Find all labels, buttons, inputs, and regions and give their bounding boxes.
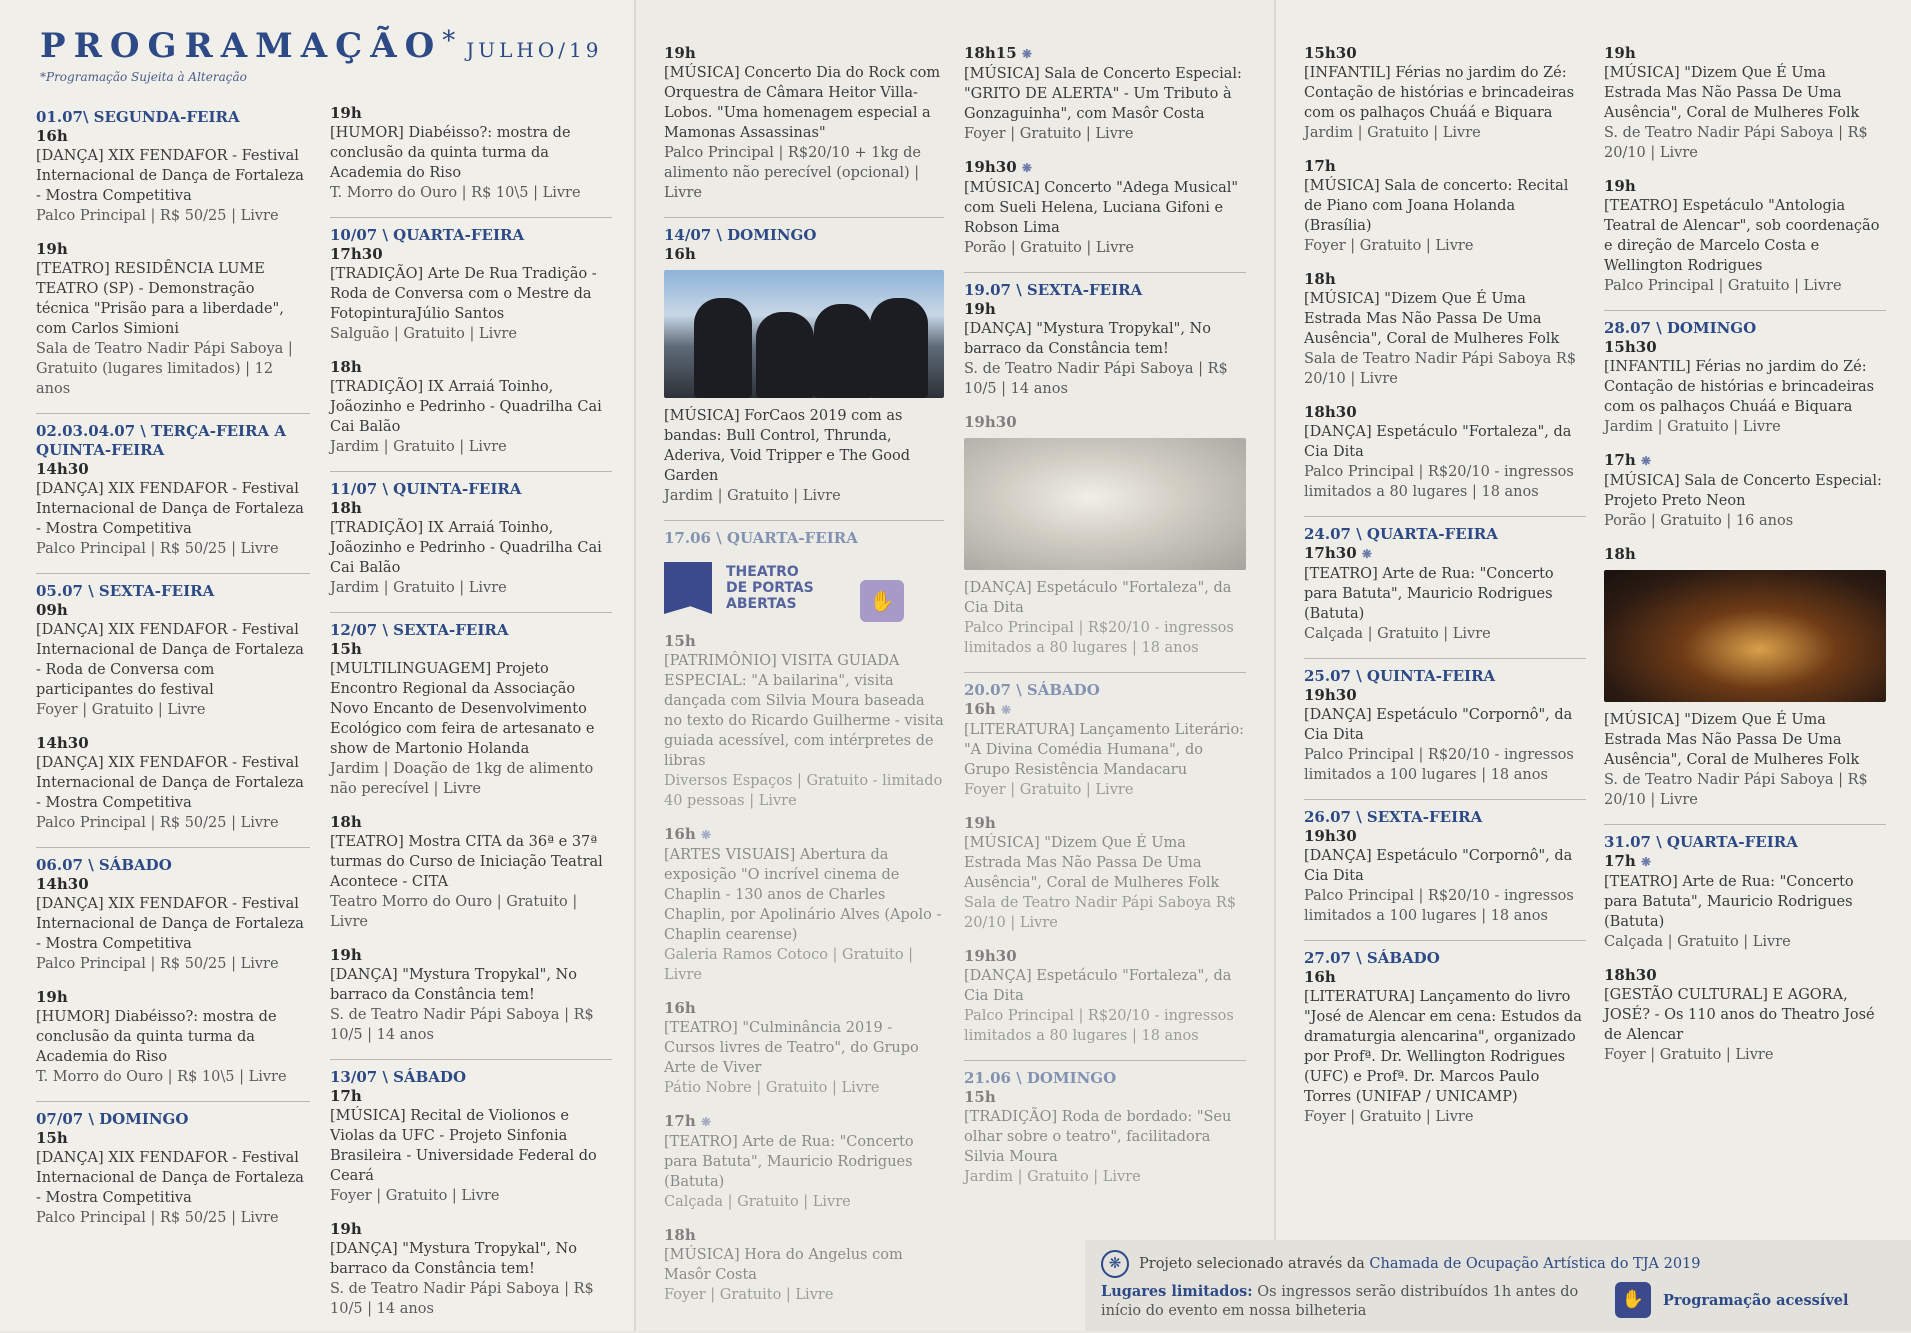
event-description: [DANÇA] XIX FENDAFOR - Festival Internacional de Dança de Fortaleza - Mostra Competitiva xyxy=(36,481,304,537)
event-description: [TRADIÇÃO] Arte De Rua Tradição - Roda de Conversa com o Mestre da FotopinturaJúlio Santos xyxy=(330,266,597,322)
event-time xyxy=(664,825,944,845)
divider xyxy=(1604,310,1886,311)
event-item xyxy=(1604,177,1886,296)
event-meta: T. Morro do Ouro | R$ 10\5 | Livre xyxy=(36,1069,287,1085)
event-meta: Porão | Gratuito | Livre xyxy=(964,240,1134,256)
event-item xyxy=(964,681,1246,800)
event-meta: Sala de Teatro Nadir Pápi Saboya | Gratuito (lugares limitados) | 12 anos xyxy=(36,341,293,397)
event-meta: Foyer | Gratuito | Livre xyxy=(664,1287,834,1303)
event-meta: Palco Principal | R$20/10 + 1kg de alimento não perecível (opcional) | Livre xyxy=(664,145,921,201)
person-figure xyxy=(870,298,928,398)
event-time: 18h30 xyxy=(1604,966,1657,984)
event-time: 19h xyxy=(330,1220,362,1238)
event-time: 19h xyxy=(964,814,996,832)
tja-selection-icon: ❋ xyxy=(1021,161,1032,175)
event-item xyxy=(36,988,310,1087)
event-meta: Calçada | Gratuito | Livre xyxy=(664,1194,851,1210)
day-heading: 24.07 \ QUARTA-FEIRA xyxy=(1304,525,1498,543)
event-time-text: 16h xyxy=(664,825,696,843)
event-meta: Palco Principal | R$ 50/25 | Livre xyxy=(36,208,279,224)
column-1 xyxy=(32,102,314,1242)
event-time xyxy=(964,700,1246,720)
person-figure xyxy=(814,304,872,398)
event-item xyxy=(964,413,1246,658)
event-description: [GESTÃO CULTURAL] E AGORA, JOSÉ? - Os 110 anos do Theatro José de Alencar xyxy=(1604,987,1875,1043)
tja-selection-icon: ❋ xyxy=(1021,47,1032,61)
event-time: 16h xyxy=(664,245,696,263)
tja-selection-icon: ❋ xyxy=(701,828,712,842)
event-meta: Palco Principal | R$ 50/25 | Livre xyxy=(36,956,279,972)
event-item xyxy=(964,158,1246,258)
event-item xyxy=(1604,966,1886,1065)
event-item xyxy=(1604,319,1886,437)
event-item xyxy=(36,240,310,399)
event-description: [TEATRO] Mostra CITA da 36ª e 37ª turmas do Curso de Iniciação Teatral Acontece - CITA xyxy=(330,834,603,890)
event-item xyxy=(1604,451,1886,531)
event-time: 19h30 xyxy=(1304,827,1357,845)
event-description: [DANÇA] XIX FENDAFOR - Festival Internacional de Dança de Fortaleza - Mostra Competitiva xyxy=(36,755,304,811)
logo-line: THEATRO xyxy=(726,564,799,580)
event-description: [MÚSICA] "Dizem Que É Uma Estrada Mas Não Passa De Uma Ausência", Coral de Mulheres Folk xyxy=(964,835,1220,891)
event-meta: Calçada | Gratuito | Livre xyxy=(1604,934,1791,950)
event-item xyxy=(1304,808,1586,926)
event-time-text: 16h xyxy=(964,700,996,718)
day-heading: 13/07 \ SÁBADO xyxy=(330,1068,467,1086)
event-description: [MÚSICA] "Dizem Que É Uma Estrada Mas Não Passa De Uma Ausência", Coral de Mulheres Folk xyxy=(1604,712,1860,768)
dancer-photo xyxy=(964,438,1246,570)
event-time: 18h xyxy=(330,813,362,831)
event-description: [TRADIÇÃO] IX Arraiá Toinho, Joãozinho e Pedrinho - Quadrilha Cai Cai Balão xyxy=(330,520,602,576)
divider xyxy=(330,1059,612,1060)
band-photo xyxy=(664,270,944,398)
event-description: [TEATRO] Arte de Rua: "Concerto para Batuta", Mauricio Rodrigues (Batuta) xyxy=(664,1134,914,1190)
event-item xyxy=(964,814,1246,933)
event-time: 18h xyxy=(330,499,362,517)
event-time-text: 17h30 xyxy=(1304,544,1357,562)
event-description: [HUMOR] Diabéisso?: mostra de conclusão da quinta turma da Academia do Riso xyxy=(330,125,571,181)
event-time: 15h xyxy=(330,640,362,658)
event-time: 15h xyxy=(964,1088,996,1106)
event-description: [MÚSICA] Hora do Angelus com Masôr Costa xyxy=(664,1247,903,1283)
column-6 xyxy=(1600,44,1890,1079)
event-time: 15h xyxy=(36,1129,68,1147)
event-item xyxy=(1604,833,1886,952)
divider xyxy=(36,573,310,574)
event-meta: Palco Principal | R$ 50/25 | Livre xyxy=(36,815,279,831)
schedule-note: *Programação Sujeita à Alteração xyxy=(40,70,247,84)
event-time: 19h xyxy=(964,300,996,318)
event-meta: Foyer | Gratuito | Livre xyxy=(1304,238,1474,254)
accessibility-hand-icon: ✋ xyxy=(860,580,904,622)
event-meta: Foyer | Gratuito | Livre xyxy=(1304,1109,1474,1125)
event-meta: Foyer | Gratuito | Livre xyxy=(330,1188,500,1204)
event-meta: Palco Principal | R$20/10 - ingressos limitados a 80 lugares | 18 anos xyxy=(964,620,1234,656)
event-description: [DANÇA] XIX FENDAFOR - Festival Internacional de Dança de Fortaleza - Mostra Competitiva xyxy=(36,896,304,952)
event-item xyxy=(1304,525,1586,644)
event-meta: Jardim | Gratuito | Livre xyxy=(1304,125,1481,141)
page-title xyxy=(40,26,602,66)
event-item xyxy=(330,946,612,1045)
event-time: 19h30 xyxy=(964,947,1017,965)
day-heading: 28.07 \ DOMINGO xyxy=(1604,319,1757,337)
logo-line: ABERTAS xyxy=(726,596,797,612)
limited-seats-note xyxy=(1101,1282,1601,1321)
event-item xyxy=(664,999,944,1098)
event-time: 18h xyxy=(330,358,362,376)
selection-note xyxy=(1101,1250,1701,1278)
event-item xyxy=(330,226,612,344)
column-5 xyxy=(1300,44,1590,1141)
event-item xyxy=(1604,44,1886,163)
event-item xyxy=(36,108,310,226)
event-meta: Diversos Espaços | Gratuito - limitado 40 pessoas | Livre xyxy=(664,773,943,809)
selection-note-highlight: Chamada de Ocupação Artística do TJA 2019 xyxy=(1369,1256,1701,1272)
event-time: 19h30 xyxy=(964,413,1017,431)
event-item xyxy=(964,44,1246,144)
event-description: [MÚSICA] Sala de Concerto Especial: "GRITO DE ALERTA" - Um Tributo à Gonzaguinha", com Masôr Costa xyxy=(964,66,1242,122)
event-item xyxy=(664,632,944,811)
event-description: [TEATRO] Arte de Rua: "Concerto para Batuta", Mauricio Rodrigues (Batuta) xyxy=(1604,874,1854,930)
day-heading: 17.06 \ QUARTA-FEIRA xyxy=(664,529,858,547)
day-heading: 14/07 \ DOMINGO xyxy=(664,226,817,244)
event-item xyxy=(36,856,310,974)
divider xyxy=(1304,658,1586,659)
event-description: [MÚSICA] Recital de Violionos e Violas da UFC - Projeto Sinfonia Brasileira - Universidade Federal do Ceará xyxy=(330,1108,597,1184)
divider xyxy=(1304,516,1586,517)
event-time xyxy=(964,158,1246,178)
event-meta: Foyer | Gratuito | Livre xyxy=(964,782,1134,798)
event-description: [DANÇA] Espetáculo "Fortaleza", da Cia Dita xyxy=(1304,424,1572,460)
event-meta: Palco Principal | R$20/10 - ingressos limitados a 80 lugares | 18 anos xyxy=(1304,464,1574,500)
event-description: [TRADIÇÃO] Roda de bordado: "Seu olhar sobre o teatro", facilitadora Silvia Moura xyxy=(964,1109,1232,1165)
day-heading: 27.07 \ SÁBADO xyxy=(1304,949,1440,967)
divider xyxy=(1304,799,1586,800)
event-meta: Foyer | Gratuito | Livre xyxy=(36,702,206,718)
event-meta: S. de Teatro Nadir Pápi Saboya | R$ 20/10 | Livre xyxy=(1604,772,1868,808)
event-item xyxy=(330,358,612,457)
event-time: 17h xyxy=(1304,157,1336,175)
day-heading: 11/07 \ QUINTA-FEIRA xyxy=(330,480,522,498)
event-time: 15h30 xyxy=(1304,44,1357,62)
event-time: 19h xyxy=(330,104,362,122)
event-description: [LITERATURA] Lançamento Literário: "A Divina Comédia Humana", do Grupo Resistência Mandacaru xyxy=(964,722,1245,778)
event-time: 18h xyxy=(1604,545,1636,563)
footer-notes xyxy=(1085,1240,1911,1331)
event-item xyxy=(1304,157,1586,256)
event-meta: Palco Principal | R$20/10 - ingressos limitados a 80 lugares | 18 anos xyxy=(964,1008,1234,1044)
event-description: [TEATRO] RESIDÊNCIA LUME TEATRO (SP) - Demonstração técnica "Prisão para a liberdade", com Carlos Simioni xyxy=(36,261,284,337)
event-meta: Palco Principal | R$ 50/25 | Livre xyxy=(36,541,279,557)
title-month: JULHO/19 xyxy=(466,38,603,62)
event-time-text: 17h xyxy=(1604,852,1636,870)
event-meta: Jardim | Gratuito | Livre xyxy=(664,488,841,504)
event-time xyxy=(1604,852,1886,872)
event-time xyxy=(1304,544,1586,564)
theatro-logo-icon xyxy=(664,562,712,614)
event-meta: Salguão | Gratuito | Livre xyxy=(330,326,517,342)
event-meta: Teatro Morro do Ouro | Gratuito | Livre xyxy=(330,894,578,930)
event-item xyxy=(330,104,612,203)
day-heading: 01.07\ SEGUNDA-FEIRA xyxy=(36,108,240,126)
event-item xyxy=(664,226,944,506)
title-star: * xyxy=(442,26,456,56)
event-meta: S. de Teatro Nadir Pápi Saboya | R$ 20/10 | Livre xyxy=(1604,125,1868,161)
column-4 xyxy=(960,44,1250,1201)
event-time: 19h xyxy=(36,240,68,258)
event-item xyxy=(36,1110,310,1228)
event-description: [DANÇA] XIX FENDAFOR - Festival Internacional de Dança de Fortaleza - Mostra Competitiva xyxy=(36,148,304,204)
event-meta: S. de Teatro Nadir Pápi Saboya | R$ 10/5 | 14 anos xyxy=(330,1281,594,1317)
event-meta: Palco Principal | R$20/10 - ingressos limitados a 100 lugares | 18 anos xyxy=(1304,888,1574,924)
event-time: 18h xyxy=(1304,270,1336,288)
event-meta: Foyer | Gratuito | Livre xyxy=(1604,1047,1774,1063)
divider xyxy=(36,847,310,848)
event-meta: Foyer | Gratuito | Livre xyxy=(964,126,1134,142)
event-item xyxy=(964,281,1246,399)
logo-text xyxy=(726,564,814,612)
person-figure xyxy=(694,298,752,398)
day-heading: 19.07 \ SEXTA-FEIRA xyxy=(964,281,1143,299)
event-time: 19h xyxy=(1604,177,1636,195)
tja-selection-icon: ❋ xyxy=(701,1115,712,1129)
day-heading: 21.06 \ DOMINGO xyxy=(964,1069,1117,1087)
day-heading: 20.07 \ SÁBADO xyxy=(964,681,1100,699)
tja-selection-icon: ❋ xyxy=(1101,1250,1129,1278)
event-meta: Jardim | Gratuito | Livre xyxy=(1604,419,1781,435)
divider xyxy=(330,471,612,472)
tja-selection-icon: ❋ xyxy=(1641,855,1652,869)
event-meta: Sala de Teatro Nadir Pápi Saboya R$ 20/10 | Livre xyxy=(1304,351,1577,387)
event-meta: Palco Principal | R$ 50/25 | Livre xyxy=(36,1210,279,1226)
divider xyxy=(36,1101,310,1102)
accessible-program-label: Programação acessível xyxy=(1663,1291,1849,1309)
event-time: 14h30 xyxy=(36,875,89,893)
event-meta: Galeria Ramos Cotoco | Gratuito | Livre xyxy=(664,947,914,983)
event-description: [INFANTIL] Férias no jardim do Zé: Contação de histórias e brincadeiras com os palhaços Chuáá e Biquara xyxy=(1604,359,1875,415)
event-item xyxy=(1304,667,1586,785)
event-description: [TEATRO] Arte de Rua: "Concerto para Batuta", Mauricio Rodrigues (Batuta) xyxy=(1304,566,1554,622)
event-meta: Pátio Nobre | Gratuito | Livre xyxy=(664,1080,880,1096)
event-item xyxy=(330,621,612,799)
event-description: [TEATRO] "Culminância 2019 - Cursos livres de Teatro", do Grupo Arte de Viver xyxy=(664,1020,919,1076)
event-time: 17h xyxy=(330,1087,362,1105)
event-description: [HUMOR] Diabéisso?: mostra de conclusão da quinta turma da Academia do Riso xyxy=(36,1009,277,1065)
event-time xyxy=(664,1112,944,1132)
event-time: 16h xyxy=(36,127,68,145)
event-meta: S. de Teatro Nadir Pápi Saboya | R$ 10/5 | 14 anos xyxy=(964,361,1228,397)
event-description: [DANÇA] Espetáculo "Fortaleza", da Cia Dita xyxy=(964,968,1232,1004)
divider xyxy=(964,272,1246,273)
day-heading: 10/07 \ QUARTA-FEIRA xyxy=(330,226,525,244)
event-item xyxy=(1304,44,1586,143)
event-time-text: 17h xyxy=(1604,451,1636,469)
event-item xyxy=(36,582,310,720)
event-item xyxy=(664,1226,944,1305)
event-meta: Palco Principal | Gratuito | Livre xyxy=(1604,278,1842,294)
column-2 xyxy=(326,104,616,1333)
divider xyxy=(36,413,310,414)
event-description: [MÚSICA] "Dizem Que É Uma Estrada Mas Não Passa De Uma Ausência", Coral de Mulheres Folk xyxy=(1604,65,1860,121)
event-description: [DANÇA] XIX FENDAFOR - Festival Internacional de Dança de Fortaleza - Roda de Conversa com participantes do festival xyxy=(36,622,304,698)
day-heading: 07/07 \ DOMINGO xyxy=(36,1110,189,1128)
event-description: [DANÇA] Espetáculo "Corpornô", da Cia Dita xyxy=(1304,707,1573,743)
event-item xyxy=(330,813,612,932)
tja-selection-icon: ❋ xyxy=(1641,454,1652,468)
event-time: 19h xyxy=(330,946,362,964)
theatro-portas-abertas-logo xyxy=(664,558,944,618)
day-heading: 12/07 \ SEXTA-FEIRA xyxy=(330,621,509,639)
event-time: 19h xyxy=(36,988,68,1006)
event-description: [DANÇA] "Mystura Tropykal", No barraco da Constância tem! xyxy=(964,321,1211,357)
event-time xyxy=(1604,451,1886,471)
event-item xyxy=(330,1220,612,1319)
event-meta: Jardim | Gratuito | Livre xyxy=(964,1169,1141,1185)
event-item xyxy=(964,947,1246,1046)
day-heading: 02.03.04.07 \ TERÇA-FEIRA A QUINTA-FEIRA xyxy=(36,422,287,459)
event-time: 16h xyxy=(664,999,696,1017)
event-description: [MÚSICA] Sala de concerto: Recital de Piano com Joana Holanda (Brasília) xyxy=(1304,178,1569,234)
accessibility-hand-icon: ✋ xyxy=(1615,1282,1651,1318)
day-heading: 26.07 \ SEXTA-FEIRA xyxy=(1304,808,1483,826)
event-time: 18h30 xyxy=(1304,403,1357,421)
event-time: 14h30 xyxy=(36,460,89,478)
divider xyxy=(330,612,612,613)
event-meta: T. Morro do Ouro | R$ 10\5 | Livre xyxy=(330,185,581,201)
event-description: [DANÇA] Espetáculo "Corpornô", da Cia Dita xyxy=(1304,848,1573,884)
event-item xyxy=(1304,403,1586,502)
event-item xyxy=(36,734,310,833)
event-meta: Porão | Gratuito | 16 anos xyxy=(1604,513,1794,529)
limited-seats-text: Os ingressos serão distribuídos 1h antes do início do evento em nossa bilheteria xyxy=(1101,1284,1579,1319)
event-description: [MÚSICA] "Dizem Que É Uma Estrada Mas Não Passa De Uma Ausência", Coral de Mulheres Folk xyxy=(1304,291,1560,347)
event-description: [MÚSICA] ForCaos 2019 com as bandas: Bull Control, Thrunda, Aderiva, Void Tripper e The Good Garden xyxy=(664,408,910,484)
fold-line xyxy=(634,0,636,1331)
event-meta: Palco Principal | R$20/10 - ingressos limitados a 100 lugares | 18 anos xyxy=(1304,747,1574,783)
event-description: [MÚSICA] Concerto Dia do Rock com Orquestra de Câmara Heitor Villa-Lobos. "Uma homenagem especial a Mamonas Assassinas" xyxy=(664,65,941,141)
event-meta: Jardim | Gratuito | Livre xyxy=(330,439,507,455)
event-time: 14h30 xyxy=(36,734,89,752)
title-text: PROGRAMAÇÃO xyxy=(40,26,443,66)
event-time-text: 17h xyxy=(664,1112,696,1130)
event-description: [MÚSICA] Concerto "Adega Musical" com Sueli Helena, Luciana Gifoni e Robson Lima xyxy=(964,180,1239,236)
column-3 xyxy=(660,44,948,1319)
event-description: [INFANTIL] Férias no jardim do Zé: Contação de histórias e brincadeiras com os palhaços Chuáá e Biquara xyxy=(1304,65,1575,121)
event-item xyxy=(1304,949,1586,1127)
day-heading: 25.07 \ QUINTA-FEIRA xyxy=(1304,667,1496,685)
event-time-text: 19h30 xyxy=(964,158,1017,176)
event-item xyxy=(1604,545,1886,810)
divider xyxy=(964,1060,1246,1061)
event-time: 15h30 xyxy=(1604,338,1657,356)
event-time: 17h30 xyxy=(330,245,383,263)
divider xyxy=(664,217,944,218)
event-item xyxy=(1304,270,1586,389)
event-time: 19h xyxy=(1604,44,1636,62)
divider xyxy=(330,217,612,218)
event-time: 15h xyxy=(664,632,696,650)
divider xyxy=(664,520,944,521)
event-description: [LITERATURA] Lançamento do livro "José de Alencar em cena: Estudos da dramaturgia alencarina", organizado por Profª. Dr. Wellington Rodrigues (UFC) e Profª. Dr. Marcos Paulo Torres (UNIFAP / UNICAMP) xyxy=(1304,989,1582,1105)
event-time: 18h xyxy=(664,1226,696,1244)
event-item xyxy=(330,480,612,598)
event-description: [PATRIMÔNIO] VISITA GUIADA ESPECIAL: "A bailarina", visita dançada com Silvia Moura baseada no texto do Ricardo Guilherme - visita guiada acessível, com intérpretes de libras xyxy=(664,653,944,769)
day-heading: 05.07 \ SEXTA-FEIRA xyxy=(36,582,215,600)
event-meta: Jardim | Doação de 1kg de alimento não perecível | Livre xyxy=(330,761,594,797)
event-item xyxy=(664,1112,944,1212)
event-item xyxy=(964,1069,1246,1187)
event-meta: Sala de Teatro Nadir Pápi Saboya R$ 20/10 | Livre xyxy=(964,895,1237,931)
event-meta: Calçada | Gratuito | Livre xyxy=(1304,626,1491,642)
event-description: [DANÇA] "Mystura Tropykal", No barraco da Constância tem! xyxy=(330,1241,577,1277)
event-item xyxy=(664,44,944,203)
event-time: 16h xyxy=(1304,968,1336,986)
event-item xyxy=(330,1068,612,1206)
event-description: [TRADIÇÃO] IX Arraiá Toinho, Joãozinho e Pedrinho - Quadrilha Cai Cai Balão xyxy=(330,379,602,435)
event-description: [ARTES VISUAIS] Abertura da exposição "O incrível cinema de Chaplin - 130 anos de Charles Chaplin, por Apolinário Alves (Apolo - Chaplin cearense) xyxy=(664,847,942,943)
event-time: 19h30 xyxy=(1304,686,1357,704)
day-heading: 31.07 \ QUARTA-FEIRA xyxy=(1604,833,1798,851)
event-description: [DANÇA] "Mystura Tropykal", No barraco da Constância tem! xyxy=(330,967,577,1003)
event-time-text: 18h15 xyxy=(964,44,1017,62)
event-item xyxy=(664,825,944,985)
event-description: [MÚSICA] Sala de Concerto Especial: Projeto Preto Neon xyxy=(1604,473,1882,509)
tja-selection-icon: ❋ xyxy=(1361,547,1372,561)
event-description: [MULTILINGUAGEM] Projeto Encontro Regional da Associação Novo Encanto de Desenvolvimento Ecológico com feira de artesanato e show de Martonio Holanda xyxy=(330,661,595,757)
limited-seats-label: Lugares limitados: xyxy=(1101,1283,1253,1300)
selection-note-text: Projeto selecionado através da xyxy=(1139,1256,1370,1272)
event-description: [DANÇA] XIX FENDAFOR - Festival Internacional de Dança de Fortaleza - Mostra Competitiva xyxy=(36,1150,304,1206)
event-description: [DANÇA] Espetáculo "Fortaleza", da Cia Dita xyxy=(964,580,1232,616)
event-meta: Jardim | Gratuito | Livre xyxy=(330,580,507,596)
divider xyxy=(1304,940,1586,941)
divider xyxy=(1604,824,1886,825)
fold-line xyxy=(1274,0,1276,1331)
day-heading: 06.07 \ SÁBADO xyxy=(36,856,172,874)
accessible-program-legend xyxy=(1615,1282,1849,1318)
tja-selection-icon: ❋ xyxy=(1001,703,1012,717)
event-time: 09h xyxy=(36,601,68,619)
logo-line: DE PORTAS xyxy=(726,580,814,596)
event-meta: S. de Teatro Nadir Pápi Saboya | R$ 10/5 | 14 anos xyxy=(330,1007,594,1043)
choir-photo xyxy=(1604,570,1886,702)
event-time: 19h xyxy=(664,44,696,62)
person-figure xyxy=(756,312,814,398)
event-time xyxy=(964,44,1246,64)
event-description: [TEATRO] Espetáculo "Antologia Teatral de Alencar", sob coordenação e direção de Marcelo Costa e Wellington Rodrigues xyxy=(1604,198,1880,274)
event-item xyxy=(36,422,310,559)
divider xyxy=(964,672,1246,673)
